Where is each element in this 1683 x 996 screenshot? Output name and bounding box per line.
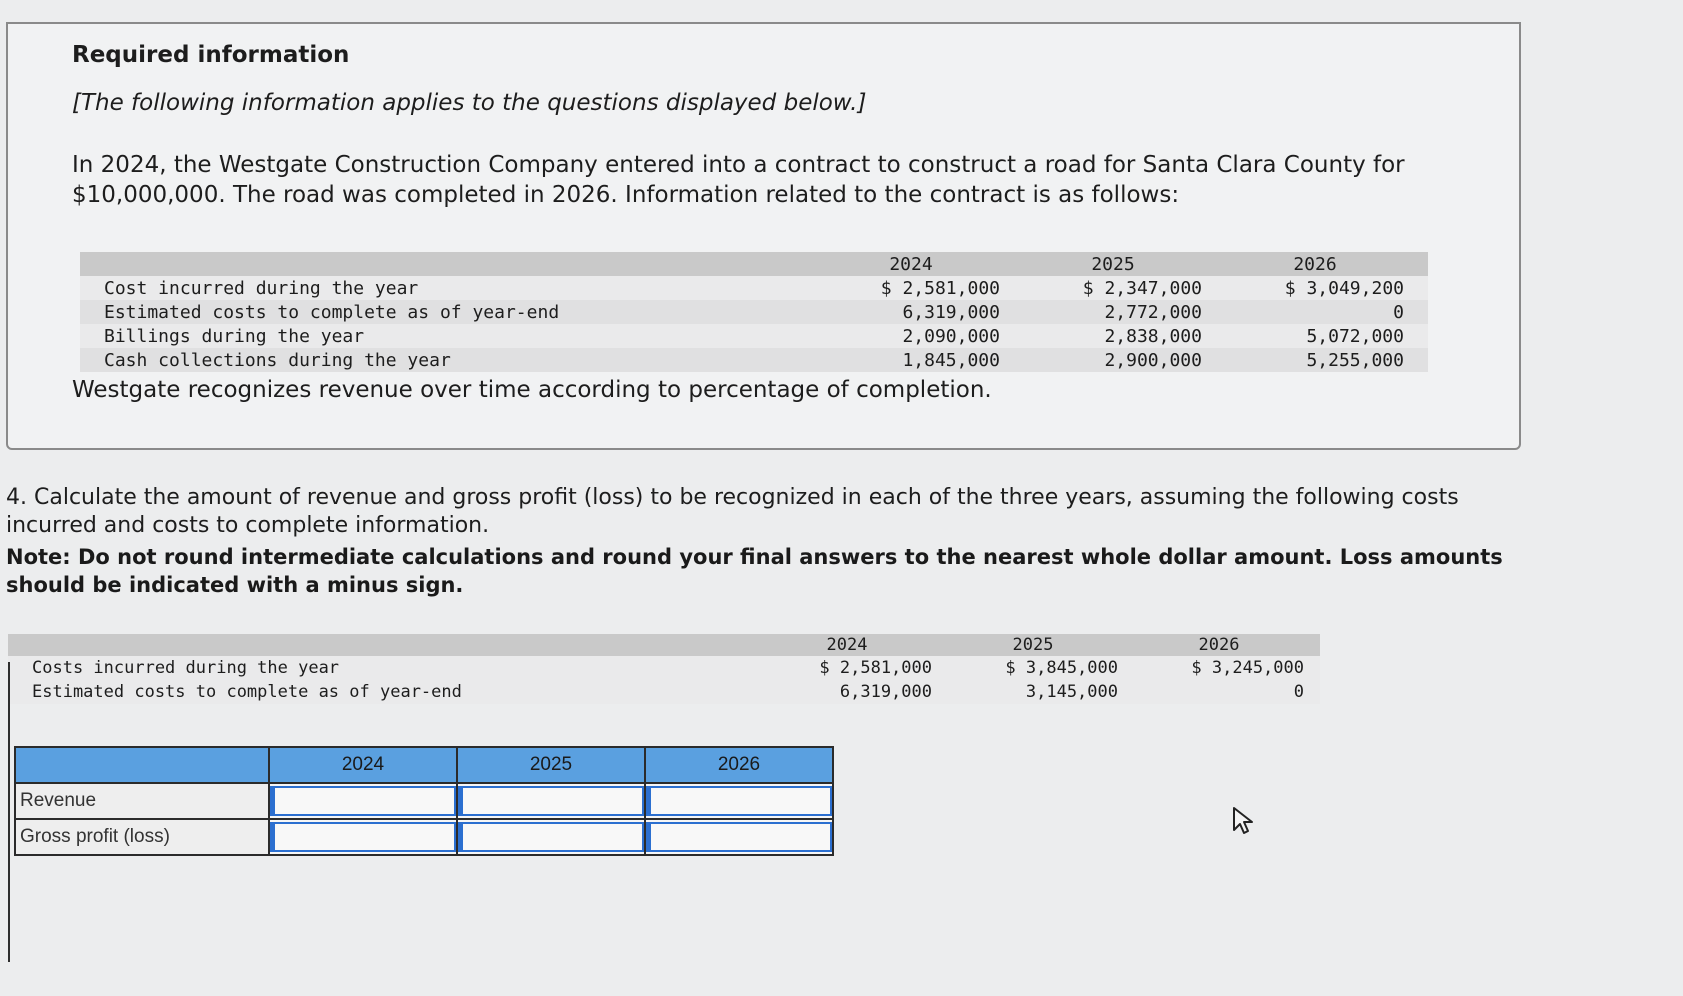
table-cell: 6,319,000 [822,300,1024,324]
table-row [80,324,1428,348]
assumption-year-2024: 2024 [762,634,948,656]
table-row [8,656,1320,680]
revenue-2026-cell [645,783,833,819]
revenue-2024-input[interactable] [270,786,456,816]
table-cell: 2,838,000 [1024,324,1226,348]
gross-profit-2024-input[interactable] [270,822,456,852]
contract-year-2025: 2025 [1024,252,1226,276]
table-cell: 5,255,000 [1226,348,1428,372]
row-label: Costs incurred during the year [8,656,762,680]
info-subtitle: [The following information applies to the questions displayed below.] [72,90,867,116]
table-cell: 6,319,000 [762,680,948,704]
table-cell: $ 2,347,000 [1024,276,1226,300]
question-note: Note: Do not round intermediate calculations and round your final answers to the nearest whole dollar amount. Loss amounts should be indicated with a minus sign. [6,545,1503,597]
table-cell: $ 2,581,000 [822,276,1024,300]
gross-profit-2025-input[interactable] [458,822,644,852]
table-cell: 2,900,000 [1024,348,1226,372]
row-label: Estimated costs to complete as of year-end [8,680,762,704]
gross-profit-2026-input[interactable] [646,822,832,852]
table-cell: 0 [1226,300,1428,324]
contract-year-2024: 2024 [822,252,1024,276]
info-title: Required information [72,42,350,68]
table-cell: $ 2,581,000 [762,656,948,680]
revenue-2025-cell [457,783,645,819]
answer-row-revenue [15,783,833,819]
assumption-header-row [8,634,1320,656]
info-paragraph: In 2024, the Westgate Construction Company entered into a contract to construct a road for Santa Clara County for $10,000,000. The road was completed in 2026. Information related to the contract is as follows: [72,152,1405,208]
contract-header-corner [80,252,822,276]
assumption-data-table [8,634,1320,704]
table-cell: 1,845,000 [822,348,1024,372]
answer-year-2024: 2024 [269,747,457,783]
table-cell: 2,772,000 [1024,300,1226,324]
table-cell: 0 [1134,680,1320,704]
row-label: Cost incurred during the year [80,276,822,300]
answer-row-gross-profit [15,819,833,855]
table-cell: $ 3,049,200 [1226,276,1428,300]
row-label: Billings during the year [80,324,822,348]
left-edge-bar [8,662,10,962]
row-label: Estimated costs to complete as of year-end [80,300,822,324]
table-cell: $ 3,845,000 [948,656,1134,680]
contract-header-row [80,252,1428,276]
mouse-pointer-icon [1232,806,1258,840]
contract-data-table [80,252,1428,372]
table-row [8,680,1320,704]
gross-profit-2026-cell [645,819,833,855]
assumption-header-corner [8,634,762,656]
row-label: Cash collections during the year [80,348,822,372]
answer-year-2025: 2025 [457,747,645,783]
table-cell: 2,090,000 [822,324,1024,348]
contract-year-2026: 2026 [1226,252,1428,276]
revenue-2026-input[interactable] [646,786,832,816]
gross-profit-label: Gross profit (loss) [15,819,269,855]
table-row [80,300,1428,324]
assumption-year-2025: 2025 [948,634,1134,656]
gross-profit-2024-cell [269,819,457,855]
table-cell: 5,072,000 [1226,324,1428,348]
answer-grid [14,746,834,856]
revenue-label: Revenue [15,783,269,819]
revenue-2025-input[interactable] [458,786,644,816]
answer-header-corner [15,747,269,783]
table-row [80,348,1428,372]
revenue-method-text: Westgate recognizes revenue over time according to percentage of completion. [72,377,992,403]
answer-header-row [15,747,833,783]
answer-year-2026: 2026 [645,747,833,783]
revenue-2024-cell [269,783,457,819]
assumption-year-2026: 2026 [1134,634,1320,656]
table-cell: 3,145,000 [948,680,1134,704]
gross-profit-2025-cell [457,819,645,855]
table-cell: $ 3,245,000 [1134,656,1320,680]
question-text: 4. Calculate the amount of revenue and gross profit (loss) to be recognized in each of the three years, assuming the following costs incurred and costs to complete information. [6,485,1459,538]
table-row [80,276,1428,300]
